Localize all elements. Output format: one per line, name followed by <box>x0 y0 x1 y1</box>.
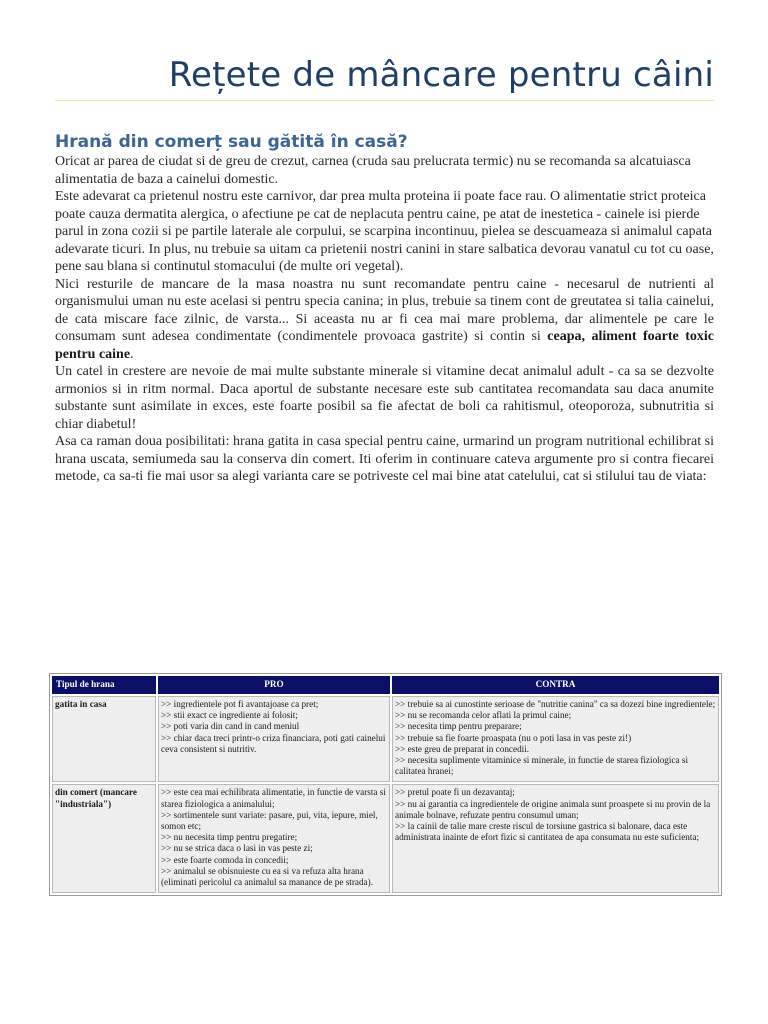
pro-item: >> sortimentele sunt variate: pasare, pui, vita, iepure, miel, somon etc; <box>161 809 378 832</box>
contra-item: >> trebuie sa ai cunostinte serioase de "nutritie canina" ca sa dozezi bine ingredientele; <box>395 699 716 709</box>
header-contra: CONTRA <box>392 676 719 694</box>
pro-item: >> animalul se obisnuieste cu ea si va refuza alta hrana (eliminati pericolul ca animalul sa manance de pe strada). <box>161 865 373 888</box>
title-divider <box>55 100 714 101</box>
pro-item: >> este cea mai echilibrata alimentatie, in functie de varsta si starea fiziologica a animalului; <box>161 787 386 809</box>
paragraph-intro: Oricat ar parea de ciudat si de greu de crezut, carnea (cruda sau prelucrata termic) nu se recomanda sa alcatuiasca alimentatia de baza a cainelui domestic. <box>55 154 691 187</box>
table-row <box>52 784 719 893</box>
paragraph-leftovers-end: . <box>130 346 134 362</box>
contra-item: >> nu se recomanda celor aflati la primul caine; <box>395 710 572 721</box>
paragraph-options: Asa ca raman doua posibilitati: hrana gatita in casa special pentru caine, urmarind un program nutritional echilibrat si hrana uscata, semiumeda sau la conserva din comert. Iti oferim in continuare cateva argumente pro si contra fiecarei metode, ca sa-ti fie mai usor sa alegi varianta care se potriveste cel mai bine atat catelului, cat si stilului tau de viata: <box>55 434 714 484</box>
food-type-cell: din comert (mancare "industriala") <box>52 784 156 893</box>
pro-cell <box>158 696 390 782</box>
pro-item: >> nu se strica daca o lasi in vas peste zi; <box>161 843 313 854</box>
contra-item: >> pretul poate fi un dezavantaj; <box>395 787 515 798</box>
pro-item: >> poti varia din cand in cand meniul <box>161 721 300 732</box>
contra-item: >> este greu de preparat in concedii. <box>395 743 530 754</box>
contra-item: >> necesita timp pentru preparare; <box>395 721 522 732</box>
paragraph-protein: Este adevarat ca prietenul nostru este carnivor, dar prea multa proteina ii poate face rau. O alimentatie strict proteica poate cauza dermatita alergica, o afectiune pe cat de neplacuta pentru caine, pe atat de inestetica - cainele isi pierde parul in zona cozii si pe partile laterale ale corpului, se scarpina incontinuu, pielea se descuameaza si animalul capata adevarate ticuri. In plus, nu trebuie sa uitam ca prietenii nostri canini in stare salbatica devorau vanatul cu tot cu oase, pene sau blana si continutul stomacului (de multe ori vegetal). <box>55 189 714 274</box>
contra-item: >> necesita suplimente vitaminice si minerale, in functie de starea fiziologica si calitatea hranei; <box>395 755 689 777</box>
header-food-type: Tipul de hrana <box>52 676 156 694</box>
pro-item: >> nu necesita timp pentru pregatire; <box>161 832 298 843</box>
document-title: Rețete de mâncare pentru câini <box>168 55 714 95</box>
pro-item: >> stii exact ce ingrediente ai folosit; <box>161 710 298 721</box>
contra-cell <box>392 784 719 893</box>
paragraph-puppy: Un catel in crestere are nevoie de mai multe substante minerale si vitamine decat animalul adult - ca sa se dezvolte armonios si in ritm normal. Daca aportul de substante necesare este sub cantitatea recomandata sau daca anumite substante sunt asimilate in exces, este foarte posibil sa fie afectat de boli ca rahitismul, oteoporoza, subnutritia si chiar diabetul! <box>55 364 714 432</box>
pro-item: >> chiar daca treci printr-o criza financiara, poti gati cainelui ceva consistent si nutritiv. <box>161 732 386 754</box>
pro-cell <box>158 784 390 893</box>
pro-item: >> este foarte comoda in concedii; <box>161 854 289 865</box>
contra-item: >> nu ai garantia ca ingredientele de origine animala sunt proaspete si nu provin de la animale bolnave, refuzate pentru consumul uman; <box>395 798 711 820</box>
paragraph-leftovers-text: Nici resturile de mancare de la masa noastra nu sunt recomandate pentru caine - necesarul de nutrienti al organismului uman nu este acelasi si pentru specia canina; in plus, trebuie sa tinem cont de greutatea si talia cainelui, de cata miscare face zilnic, de varsta... Si aceasta nu ar fi cea mai mare problema, dar alimentele pe care le consumam sunt adesea condimentate (condimentele provoaca gastrite) si contin si <box>55 276 714 344</box>
contra-cell <box>392 696 719 782</box>
table-header-row <box>52 676 719 694</box>
pro-item: >> ingredientele pot fi avantajoase ca pret; <box>161 699 319 709</box>
contra-item: >> trebuie sa fie foarte proaspata (nu o poti lasa in vas peste zi!) <box>395 732 632 743</box>
table-row <box>52 696 719 782</box>
document-page <box>55 0 714 486</box>
header-pro: PRO <box>158 676 390 694</box>
food-type-cell: gatita in casa <box>52 696 156 782</box>
section-heading: Hrană din comerț sau gătită în casă? <box>55 132 408 152</box>
contra-item: >> la cainii de talie mare creste riscul de torsiune gastrica si balonare, daca este administrata inainte de efort fizic si cantitatea de apa consumata nu este suficienta; <box>395 821 700 843</box>
onion-warning: ceapa, aliment foarte toxic pentru caine <box>55 329 714 362</box>
comparison-table <box>49 673 722 896</box>
paragraph-leftovers <box>55 276 714 364</box>
